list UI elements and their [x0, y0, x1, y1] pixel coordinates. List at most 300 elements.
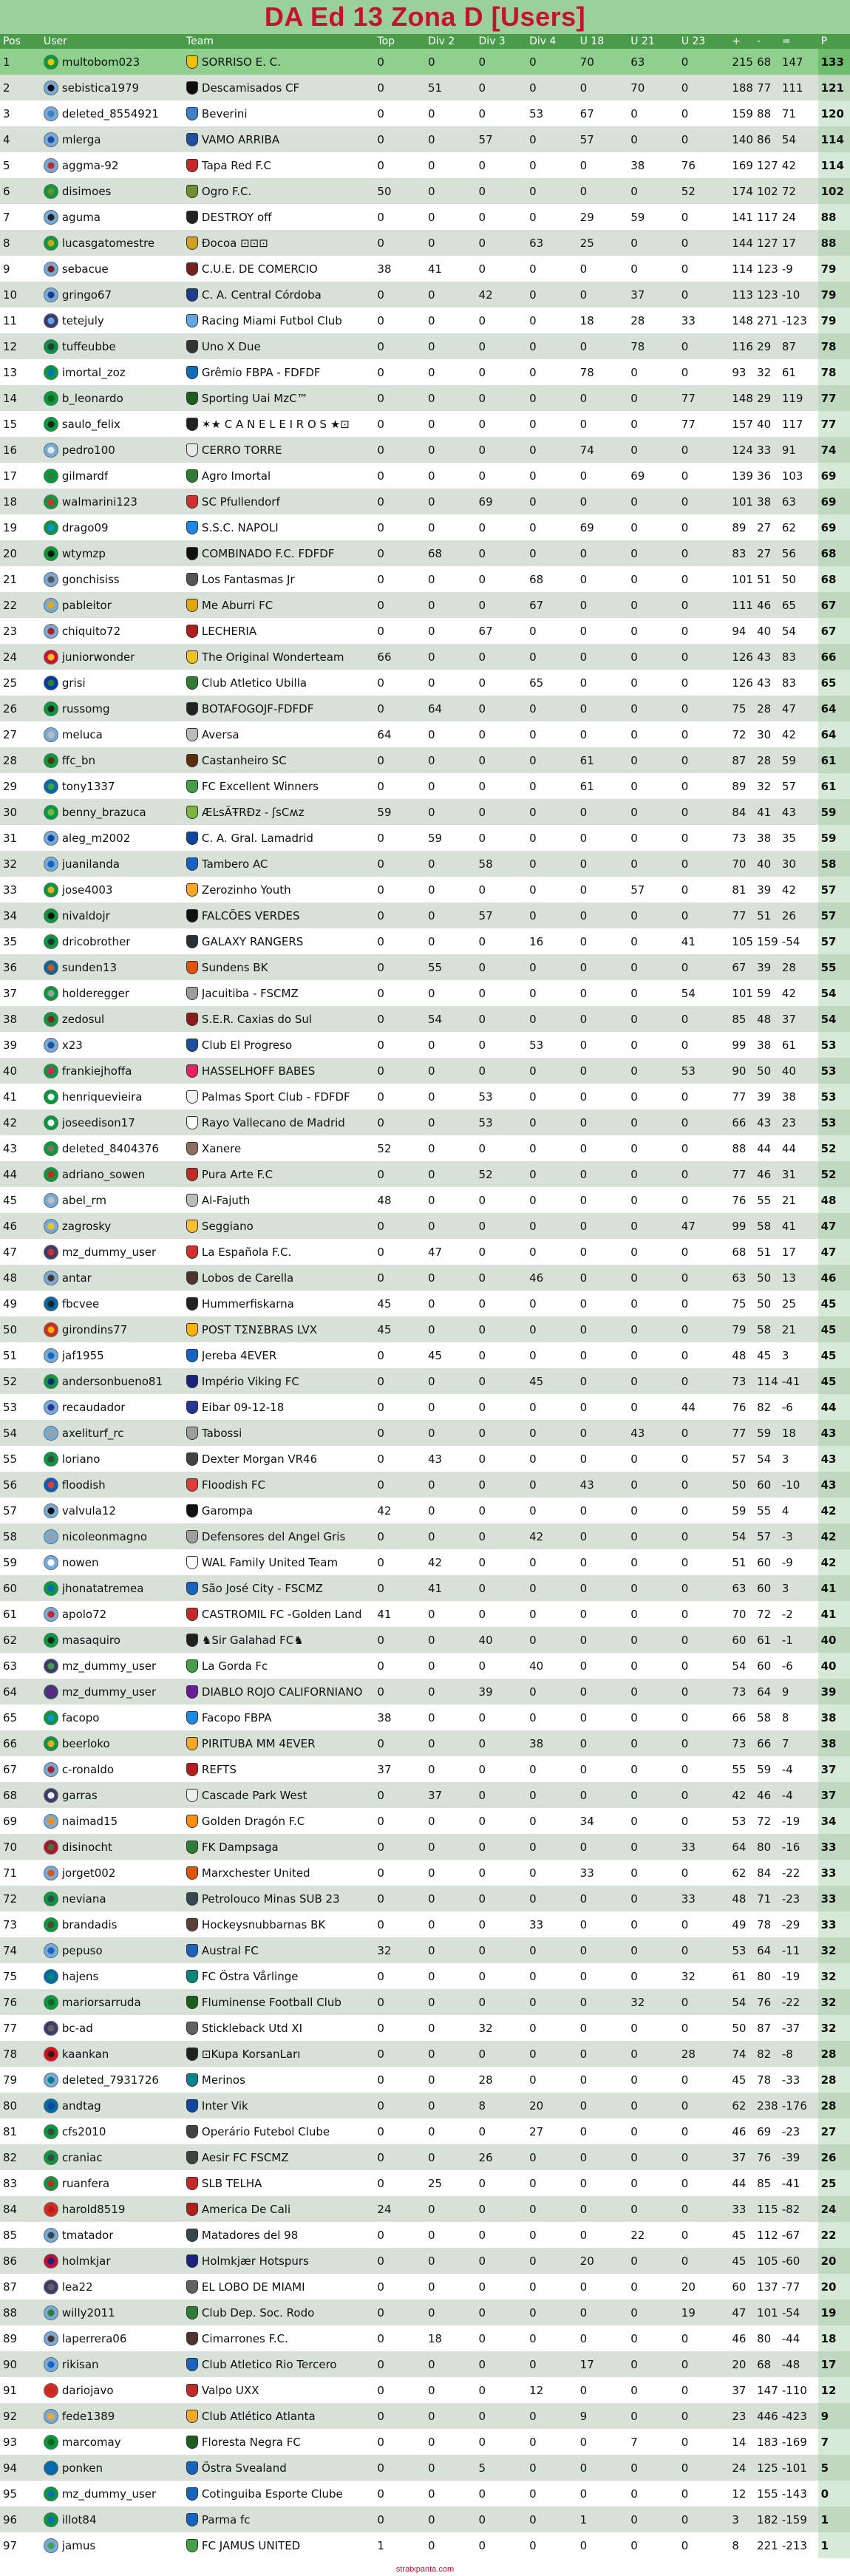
table-row[interactable]: [0, 1911, 850, 1937]
user-name-link[interactable]: deleted_8554921: [61, 106, 159, 120]
user-name-link[interactable]: juanilanda: [61, 857, 120, 871]
cell-team[interactable]: [183, 126, 374, 152]
cell-user[interactable]: [41, 1653, 183, 1679]
table-row[interactable]: [0, 1989, 850, 2015]
table-row[interactable]: [0, 696, 850, 721]
team-name-link[interactable]: Club Atletico Rio Tercero: [201, 2357, 337, 2371]
user-name-link[interactable]: sebistica1979: [61, 81, 140, 95]
user-name-link[interactable]: jorget002: [61, 1866, 116, 1880]
cell-user[interactable]: [41, 2248, 183, 2274]
table-row[interactable]: [0, 2015, 850, 2041]
team-name-link[interactable]: SORRISO E. C.: [201, 55, 281, 69]
table-row[interactable]: [0, 2144, 850, 2170]
table-row[interactable]: [0, 1498, 850, 1523]
user-name-link[interactable]: kaankan: [61, 2047, 109, 2061]
cell-team[interactable]: [183, 1575, 374, 1601]
cell-user[interactable]: [41, 1860, 183, 1886]
cell-user[interactable]: [41, 954, 183, 980]
team-name-link[interactable]: Sundens BK: [201, 960, 268, 974]
cell-team[interactable]: [183, 1860, 374, 1886]
team-name-link[interactable]: Hockeysnubbarnas BK: [201, 1917, 326, 1931]
user-name-link[interactable]: imortal_zoz: [61, 365, 126, 379]
cell-team[interactable]: [183, 256, 374, 282]
cell-user[interactable]: [41, 2222, 183, 2248]
cell-user[interactable]: [41, 696, 183, 721]
team-name-link[interactable]: Grêmio FBPA - FDFDF: [201, 365, 321, 379]
user-name-link[interactable]: mz_dummy_user: [61, 1245, 157, 1259]
table-row[interactable]: [0, 1058, 850, 1084]
table-row[interactable]: [0, 2300, 850, 2325]
team-name-link[interactable]: Ogro F.C.: [201, 184, 252, 198]
team-name-link[interactable]: Parma fc: [201, 2512, 251, 2526]
user-name-link[interactable]: valvula12: [61, 1503, 116, 1518]
cell-team[interactable]: [183, 954, 374, 980]
team-name-link[interactable]: CERRO TORRE: [201, 443, 282, 457]
user-name-link[interactable]: abel_rm: [61, 1193, 106, 1207]
user-name-link[interactable]: aleg_m2002: [61, 831, 131, 845]
user-name-link[interactable]: wtymzp: [61, 546, 106, 560]
cell-team[interactable]: [183, 2222, 374, 2248]
table-row[interactable]: [0, 799, 850, 825]
user-name-link[interactable]: facopo: [61, 1710, 100, 1724]
cell-team[interactable]: [183, 618, 374, 644]
cell-user[interactable]: [41, 2325, 183, 2351]
team-name-link[interactable]: Cotinguiba Esporte Clube: [201, 2487, 343, 2501]
user-name-link[interactable]: sebacue: [61, 262, 109, 276]
table-row[interactable]: [0, 903, 850, 928]
team-name-link[interactable]: Austral FC: [201, 1943, 259, 1957]
cell-user[interactable]: [41, 1032, 183, 1058]
cell-user[interactable]: [41, 2144, 183, 2170]
cell-team[interactable]: [183, 2507, 374, 2532]
team-name-link[interactable]: Golden Dragón F.C: [201, 1814, 305, 1828]
user-name-link[interactable]: ffc_bn: [61, 753, 95, 767]
team-name-link[interactable]: ⊡Kupa KorsanLarı: [201, 2047, 301, 2061]
table-row[interactable]: [0, 1368, 850, 1394]
table-row[interactable]: [0, 359, 850, 385]
table-row[interactable]: [0, 2067, 850, 2093]
user-name-link[interactable]: beerloko: [61, 1736, 110, 1750]
cell-team[interactable]: [183, 1627, 374, 1653]
table-row[interactable]: [0, 2274, 850, 2300]
cell-team[interactable]: [183, 696, 374, 721]
user-name-link[interactable]: x23: [61, 1038, 83, 1052]
cell-user[interactable]: [41, 1239, 183, 1265]
cell-user[interactable]: [41, 1135, 183, 1161]
table-row[interactable]: [0, 1239, 850, 1265]
user-name-link[interactable]: laperrera06: [61, 2331, 127, 2345]
column-header-top[interactable]: Top: [374, 34, 425, 49]
user-name-link[interactable]: aguma: [61, 210, 101, 224]
cell-team[interactable]: [183, 2377, 374, 2403]
cell-user[interactable]: [41, 2118, 183, 2144]
user-name-link[interactable]: ruanfera: [61, 2176, 110, 2190]
user-name-link[interactable]: juniorwonder: [61, 650, 135, 664]
cell-user[interactable]: [41, 101, 183, 126]
cell-user[interactable]: [41, 1705, 183, 1730]
team-name-link[interactable]: LECHERIA: [201, 624, 257, 638]
team-name-link[interactable]: Jereba 4EVER: [201, 1348, 277, 1362]
cell-user[interactable]: [41, 514, 183, 540]
user-name-link[interactable]: chiquito72: [61, 624, 121, 638]
table-row[interactable]: [0, 721, 850, 747]
team-name-link[interactable]: Floresta Negra FC: [201, 2435, 301, 2449]
user-name-link[interactable]: recaudador: [61, 1400, 126, 1414]
cell-user[interactable]: [41, 2507, 183, 2532]
team-name-link[interactable]: Aversa: [201, 727, 239, 741]
team-name-link[interactable]: Cascade Park West: [201, 1788, 307, 1802]
team-name-link[interactable]: S.S.C. NAPOLI: [201, 520, 279, 534]
cell-user[interactable]: [41, 721, 183, 747]
cell-team[interactable]: [183, 2067, 374, 2093]
cell-team[interactable]: [183, 1730, 374, 1756]
table-row[interactable]: [0, 75, 850, 101]
table-row[interactable]: [0, 592, 850, 618]
team-name-link[interactable]: Descamisados CF: [201, 81, 300, 95]
cell-user[interactable]: [41, 359, 183, 385]
user-name-link[interactable]: drago09: [61, 520, 109, 534]
cell-team[interactable]: [183, 178, 374, 204]
team-name-link[interactable]: La Gorda Fc: [201, 1659, 268, 1673]
cell-team[interactable]: [183, 670, 374, 696]
table-row[interactable]: [0, 1575, 850, 1601]
column-header-div3[interactable]: Div 3: [476, 34, 527, 49]
team-name-link[interactable]: Matadores del 98: [201, 2228, 299, 2242]
team-name-link[interactable]: Club Dep. Soc. Rodo: [201, 2305, 315, 2320]
table-row[interactable]: [0, 1601, 850, 1627]
cell-user[interactable]: [41, 1368, 183, 1394]
cell-team[interactable]: [183, 1161, 374, 1187]
cell-team[interactable]: [183, 1187, 374, 1213]
table-row[interactable]: [0, 2248, 850, 2274]
user-name-link[interactable]: apolo72: [61, 1607, 107, 1621]
team-name-link[interactable]: Club Atletico Ubilla: [201, 676, 307, 690]
cell-user[interactable]: [41, 307, 183, 333]
cell-team[interactable]: [183, 1472, 374, 1498]
team-name-link[interactable]: Agro Imortal: [201, 469, 271, 483]
cell-team[interactable]: [183, 1368, 374, 1394]
cell-team[interactable]: [183, 1342, 374, 1368]
cell-user[interactable]: [41, 747, 183, 773]
team-name-link[interactable]: FK Dampsaga: [201, 1840, 279, 1854]
team-name-link[interactable]: ♞Sir Galahad FC♞: [201, 1633, 304, 1647]
cell-user[interactable]: [41, 1213, 183, 1239]
cell-user[interactable]: [41, 773, 183, 799]
table-row[interactable]: [0, 747, 850, 773]
table-row[interactable]: [0, 1032, 850, 1058]
table-row[interactable]: [0, 644, 850, 670]
column-header-div4[interactable]: Div 4: [526, 34, 577, 49]
table-row[interactable]: [0, 204, 850, 230]
table-row[interactable]: [0, 2170, 850, 2196]
table-row[interactable]: [0, 2118, 850, 2144]
table-row[interactable]: [0, 1006, 850, 1032]
team-name-link[interactable]: Uno X Due: [201, 339, 261, 353]
table-row[interactable]: [0, 1342, 850, 1368]
cell-team[interactable]: [183, 1213, 374, 1239]
user-name-link[interactable]: girondins77: [61, 1322, 128, 1336]
team-name-link[interactable]: ÆĿsÃŦRÐz - ʃsCʍz: [201, 805, 305, 819]
team-name-link[interactable]: HASSELHOFF BABES: [201, 1064, 316, 1078]
table-row[interactable]: [0, 178, 850, 204]
cell-user[interactable]: [41, 126, 183, 152]
cell-user[interactable]: [41, 1601, 183, 1627]
cell-user[interactable]: [41, 2403, 183, 2429]
user-name-link[interactable]: holderegger: [61, 986, 129, 1000]
team-name-link[interactable]: Império Viking FC: [201, 1374, 299, 1388]
cell-team[interactable]: [183, 2325, 374, 2351]
cell-team[interactable]: [183, 2532, 374, 2558]
cell-team[interactable]: [183, 1523, 374, 1549]
cell-team[interactable]: [183, 1420, 374, 1446]
table-row[interactable]: [0, 1963, 850, 1989]
cell-user[interactable]: [41, 178, 183, 204]
column-header-u23[interactable]: U 23: [679, 34, 730, 49]
column-header-points[interactable]: P: [818, 34, 850, 49]
cell-user[interactable]: [41, 540, 183, 566]
cell-user[interactable]: [41, 1963, 183, 1989]
team-name-link[interactable]: FALCÕES VERDES: [201, 908, 300, 922]
team-name-link[interactable]: BOTAFOGOJF-FDFDF: [201, 701, 314, 716]
cell-user[interactable]: [41, 1808, 183, 1834]
team-name-link[interactable]: Seggiano: [201, 1219, 254, 1233]
cell-user[interactable]: [41, 1420, 183, 1446]
table-row[interactable]: [0, 514, 850, 540]
table-row[interactable]: [0, 2351, 850, 2377]
team-name-link[interactable]: Dexter Morgan VR46: [201, 1452, 318, 1466]
team-name-link[interactable]: Östra Svealand: [201, 2461, 287, 2475]
table-row[interactable]: [0, 307, 850, 333]
team-name-link[interactable]: PIRITUBA MM 4EVER: [201, 1736, 316, 1750]
user-name-link[interactable]: naimad15: [61, 1814, 118, 1828]
cell-user[interactable]: [41, 2429, 183, 2455]
table-row[interactable]: [0, 126, 850, 152]
table-row[interactable]: [0, 1420, 850, 1446]
user-name-link[interactable]: aggma-92: [61, 158, 119, 172]
table-row[interactable]: [0, 282, 850, 307]
column-header-user[interactable]: User: [41, 34, 183, 49]
table-row[interactable]: [0, 1523, 850, 1549]
team-name-link[interactable]: Castanheiro SC: [201, 753, 287, 767]
table-row[interactable]: [0, 1161, 850, 1187]
user-name-link[interactable]: pedro100: [61, 443, 115, 457]
cell-team[interactable]: [183, 1782, 374, 1808]
cell-user[interactable]: [41, 2274, 183, 2300]
cell-user[interactable]: [41, 1058, 183, 1084]
cell-user[interactable]: [41, 1834, 183, 1860]
cell-team[interactable]: [183, 2118, 374, 2144]
cell-user[interactable]: [41, 230, 183, 256]
cell-team[interactable]: [183, 1808, 374, 1834]
cell-team[interactable]: [183, 1316, 374, 1342]
cell-team[interactable]: [183, 721, 374, 747]
table-row[interactable]: [0, 1213, 850, 1239]
team-name-link[interactable]: Tambero AC: [201, 857, 268, 871]
team-name-link[interactable]: Fluminense Football Club: [201, 1995, 341, 2009]
team-name-link[interactable]: Holmkjær Hotspurs: [201, 2254, 309, 2268]
table-row[interactable]: [0, 1705, 850, 1730]
user-name-link[interactable]: mz_dummy_user: [61, 1685, 157, 1699]
cell-user[interactable]: [41, 1549, 183, 1575]
cell-team[interactable]: [183, 1834, 374, 1860]
table-row[interactable]: [0, 2196, 850, 2222]
team-name-link[interactable]: Jacuitiba - FSCMZ: [201, 986, 299, 1000]
cell-user[interactable]: [41, 1782, 183, 1808]
user-name-link[interactable]: russomg: [61, 701, 110, 716]
table-row[interactable]: [0, 489, 850, 514]
team-name-link[interactable]: Palmas Sport Club - FDFDF: [201, 1090, 350, 1104]
table-row[interactable]: [0, 2532, 850, 2558]
user-name-link[interactable]: rikisan: [61, 2357, 99, 2371]
cell-team[interactable]: [183, 1135, 374, 1161]
cell-team[interactable]: [183, 1006, 374, 1032]
cell-team[interactable]: [183, 1679, 374, 1705]
table-row[interactable]: [0, 851, 850, 877]
table-row[interactable]: [0, 49, 850, 75]
cell-team[interactable]: [183, 2403, 374, 2429]
cell-team[interactable]: [183, 489, 374, 514]
user-name-link[interactable]: willy2011: [61, 2305, 115, 2320]
team-name-link[interactable]: Cimarrones F.C.: [201, 2331, 288, 2345]
team-name-link[interactable]: SC Pfullendorf: [201, 495, 280, 509]
cell-user[interactable]: [41, 1937, 183, 1963]
cell-user[interactable]: [41, 1756, 183, 1782]
table-row[interactable]: [0, 2093, 850, 2118]
table-row[interactable]: [0, 1291, 850, 1316]
user-name-link[interactable]: ponken: [61, 2461, 103, 2475]
user-name-link[interactable]: marcomay: [61, 2435, 121, 2449]
table-row[interactable]: [0, 101, 850, 126]
team-name-link[interactable]: Xanere: [201, 1141, 242, 1155]
cell-user[interactable]: [41, 1498, 183, 1523]
cell-team[interactable]: [183, 747, 374, 773]
team-name-link[interactable]: Beverini: [201, 106, 248, 120]
team-name-link[interactable]: SLB TELHA: [201, 2176, 262, 2190]
table-row[interactable]: [0, 437, 850, 463]
user-name-link[interactable]: meluca: [61, 727, 103, 741]
team-name-link[interactable]: Zerozinho Youth: [201, 883, 291, 897]
cell-team[interactable]: [183, 1084, 374, 1109]
team-name-link[interactable]: C.U.E. DE COMERCIO: [201, 262, 318, 276]
team-name-link[interactable]: GALAXY RANGERS: [201, 934, 304, 948]
cell-team[interactable]: [183, 644, 374, 670]
user-name-link[interactable]: mz_dummy_user: [61, 2487, 157, 2501]
table-row[interactable]: [0, 333, 850, 359]
user-name-link[interactable]: tuffeubbe: [61, 339, 116, 353]
cell-user[interactable]: [41, 1394, 183, 1420]
team-name-link[interactable]: Petrolouco Minas SUB 23: [201, 1892, 340, 1906]
table-row[interactable]: [0, 2403, 850, 2429]
cell-team[interactable]: [183, 2041, 374, 2067]
cell-user[interactable]: [41, 437, 183, 463]
cell-team[interactable]: [183, 282, 374, 307]
cell-user[interactable]: [41, 1316, 183, 1342]
table-row[interactable]: [0, 1886, 850, 1911]
team-name-link[interactable]: Hummerfiskarna: [201, 1297, 294, 1311]
cell-user[interactable]: [41, 256, 183, 282]
user-name-link[interactable]: sunden13: [61, 960, 118, 974]
team-name-link[interactable]: Inter Vik: [201, 2098, 248, 2113]
cell-team[interactable]: [183, 152, 374, 178]
column-header-goal-diff[interactable]: =: [779, 34, 818, 49]
cell-user[interactable]: [41, 282, 183, 307]
user-name-link[interactable]: nivaldojr: [61, 908, 110, 922]
cell-user[interactable]: [41, 566, 183, 592]
cell-team[interactable]: [183, 799, 374, 825]
user-name-link[interactable]: tony1337: [61, 779, 115, 793]
user-name-link[interactable]: saulo_felix: [61, 417, 120, 431]
cell-team[interactable]: [183, 1989, 374, 2015]
user-name-link[interactable]: bc-ad: [61, 2021, 93, 2035]
team-name-link[interactable]: São José City - FSCMZ: [201, 1581, 323, 1595]
cell-team[interactable]: [183, 2093, 374, 2118]
team-name-link[interactable]: Đocoa ⊡⊡⊡: [201, 236, 268, 250]
user-name-link[interactable]: floodish: [61, 1478, 106, 1492]
cell-team[interactable]: [183, 1058, 374, 1084]
cell-team[interactable]: [183, 2196, 374, 2222]
table-row[interactable]: [0, 230, 850, 256]
team-name-link[interactable]: Garompa: [201, 1503, 254, 1518]
cell-team[interactable]: [183, 566, 374, 592]
cell-team[interactable]: [183, 1549, 374, 1575]
cell-user[interactable]: [41, 1679, 183, 1705]
cell-user[interactable]: [41, 1006, 183, 1032]
cell-team[interactable]: [183, 540, 374, 566]
user-name-link[interactable]: lea22: [61, 2280, 93, 2294]
cell-user[interactable]: [41, 1523, 183, 1549]
cell-user[interactable]: [41, 670, 183, 696]
cell-user[interactable]: [41, 1989, 183, 2015]
cell-team[interactable]: [183, 437, 374, 463]
table-row[interactable]: [0, 1135, 850, 1161]
table-row[interactable]: [0, 152, 850, 178]
table-row[interactable]: [0, 1084, 850, 1109]
user-name-link[interactable]: disimoes: [61, 184, 112, 198]
cell-user[interactable]: [41, 1265, 183, 1291]
cell-user[interactable]: [41, 204, 183, 230]
cell-team[interactable]: [183, 514, 374, 540]
cell-team[interactable]: [183, 411, 374, 437]
user-name-link[interactable]: jhonatatremea: [61, 1581, 144, 1595]
cell-team[interactable]: [183, 1446, 374, 1472]
team-name-link[interactable]: DIABLO ROJO CALIFORNIANO: [201, 1685, 363, 1699]
team-name-link[interactable]: Lobos de Carella: [201, 1271, 294, 1285]
cell-team[interactable]: [183, 1032, 374, 1058]
cell-user[interactable]: [41, 980, 183, 1006]
cell-team[interactable]: [183, 101, 374, 126]
cell-team[interactable]: [183, 1109, 374, 1135]
cell-user[interactable]: [41, 928, 183, 954]
cell-user[interactable]: [41, 1472, 183, 1498]
user-name-link[interactable]: zedosul: [61, 1012, 105, 1026]
cell-team[interactable]: [183, 2248, 374, 2274]
team-name-link[interactable]: Pura Arte F.C: [201, 1167, 273, 1181]
cell-team[interactable]: [183, 49, 374, 75]
cell-team[interactable]: [183, 385, 374, 411]
user-name-link[interactable]: gonchisiss: [61, 572, 120, 586]
cell-team[interactable]: [183, 592, 374, 618]
user-name-link[interactable]: antar: [61, 1271, 92, 1285]
table-row[interactable]: [0, 463, 850, 489]
user-name-link[interactable]: disinocht: [61, 1840, 112, 1854]
cell-team[interactable]: [183, 1498, 374, 1523]
team-name-link[interactable]: EL LOBO DE MIAMI: [201, 2280, 305, 2294]
cell-team[interactable]: [183, 1911, 374, 1937]
cell-user[interactable]: [41, 1291, 183, 1316]
cell-team[interactable]: [183, 2351, 374, 2377]
team-name-link[interactable]: Al-Fajuth: [201, 1193, 251, 1207]
cell-team[interactable]: [183, 1963, 374, 1989]
